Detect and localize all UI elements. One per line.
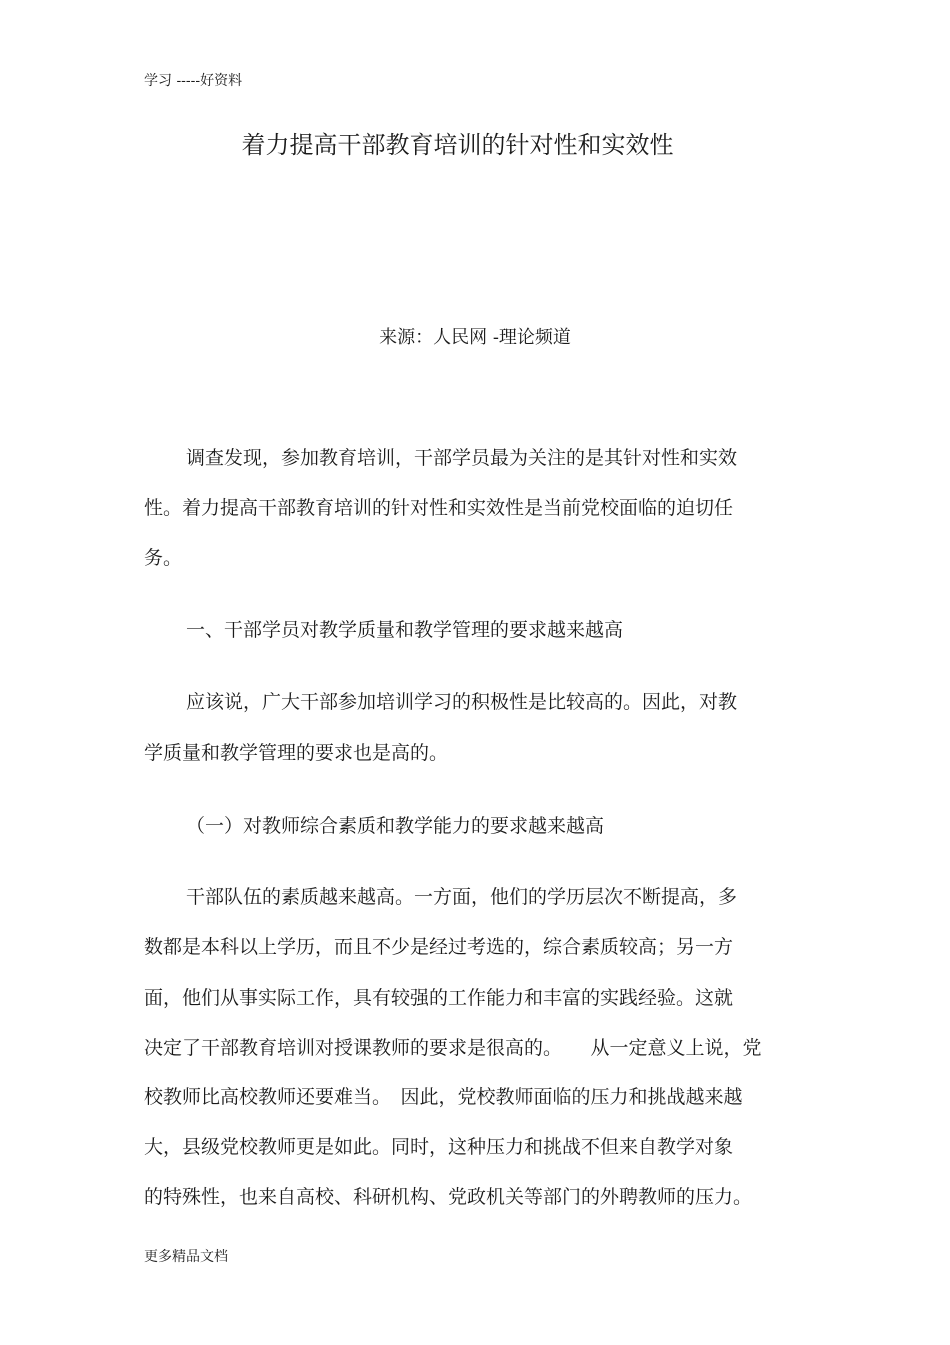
page-footer: 更多精品文档 — [144, 1249, 228, 1265]
paragraph-3-line-1: 干部队伍的素质越来越高。一方面，他们的学历层次不断提高，多 — [186, 886, 738, 908]
paragraph-2-line-1: 应该说，广大干部参加培训学习的积极性是比较高的。因此，对教 — [186, 691, 738, 713]
paragraph-2-line-2: 学质量和教学管理的要求也是高的。 — [144, 742, 449, 764]
paragraph-3-line-3: 面，他们从事实际工作，具有较强的工作能力和丰富的实践经验。这就 — [144, 987, 734, 1009]
subsection-heading-1: （一）对教师综合素质和教学能力的要求越来越高 — [186, 815, 605, 837]
paragraph-3-line-4: 决定了干部教育培训对授课教师的要求是很高的。 从一定意义上说，党 — [144, 1037, 762, 1059]
document-title: 着力提高干部教育培训的针对性和实效性 — [241, 131, 674, 159]
paragraph-3-line-5: 校教师比高校教师还要难当。 因此，党校教师面临的压力和挑战越来越 — [144, 1086, 743, 1108]
section-heading-1: 一、干部学员对教学质量和教学管理的要求越来越高 — [186, 619, 624, 641]
paragraph-1-line-2: 性。着力提高干部教育培训的针对性和实效性是当前党校面临的迫切任 — [144, 497, 734, 519]
source-line: 来源：人民网 -理论频道 — [379, 327, 571, 348]
paragraph-1-line-3: 务。 — [144, 547, 183, 569]
page-header: 学习 -----好资料 — [144, 73, 243, 89]
paragraph-3-line-6: 大，县级党校教师更是如此。同时，这种压力和挑战不但来自教学对象 — [144, 1136, 734, 1158]
paragraph-3-line-7: 的特殊性，也来自高校、科研机构、党政机关等部门的外聘教师的压力。 — [144, 1186, 753, 1208]
paragraph-3-line-2: 数都是本科以上学历，而且不少是经过考选的，综合素质较高；另一方 — [144, 936, 734, 958]
paragraph-1-line-1: 调查发现，参加教育培训，干部学员最为关注的是其针对性和实效 — [186, 447, 738, 469]
